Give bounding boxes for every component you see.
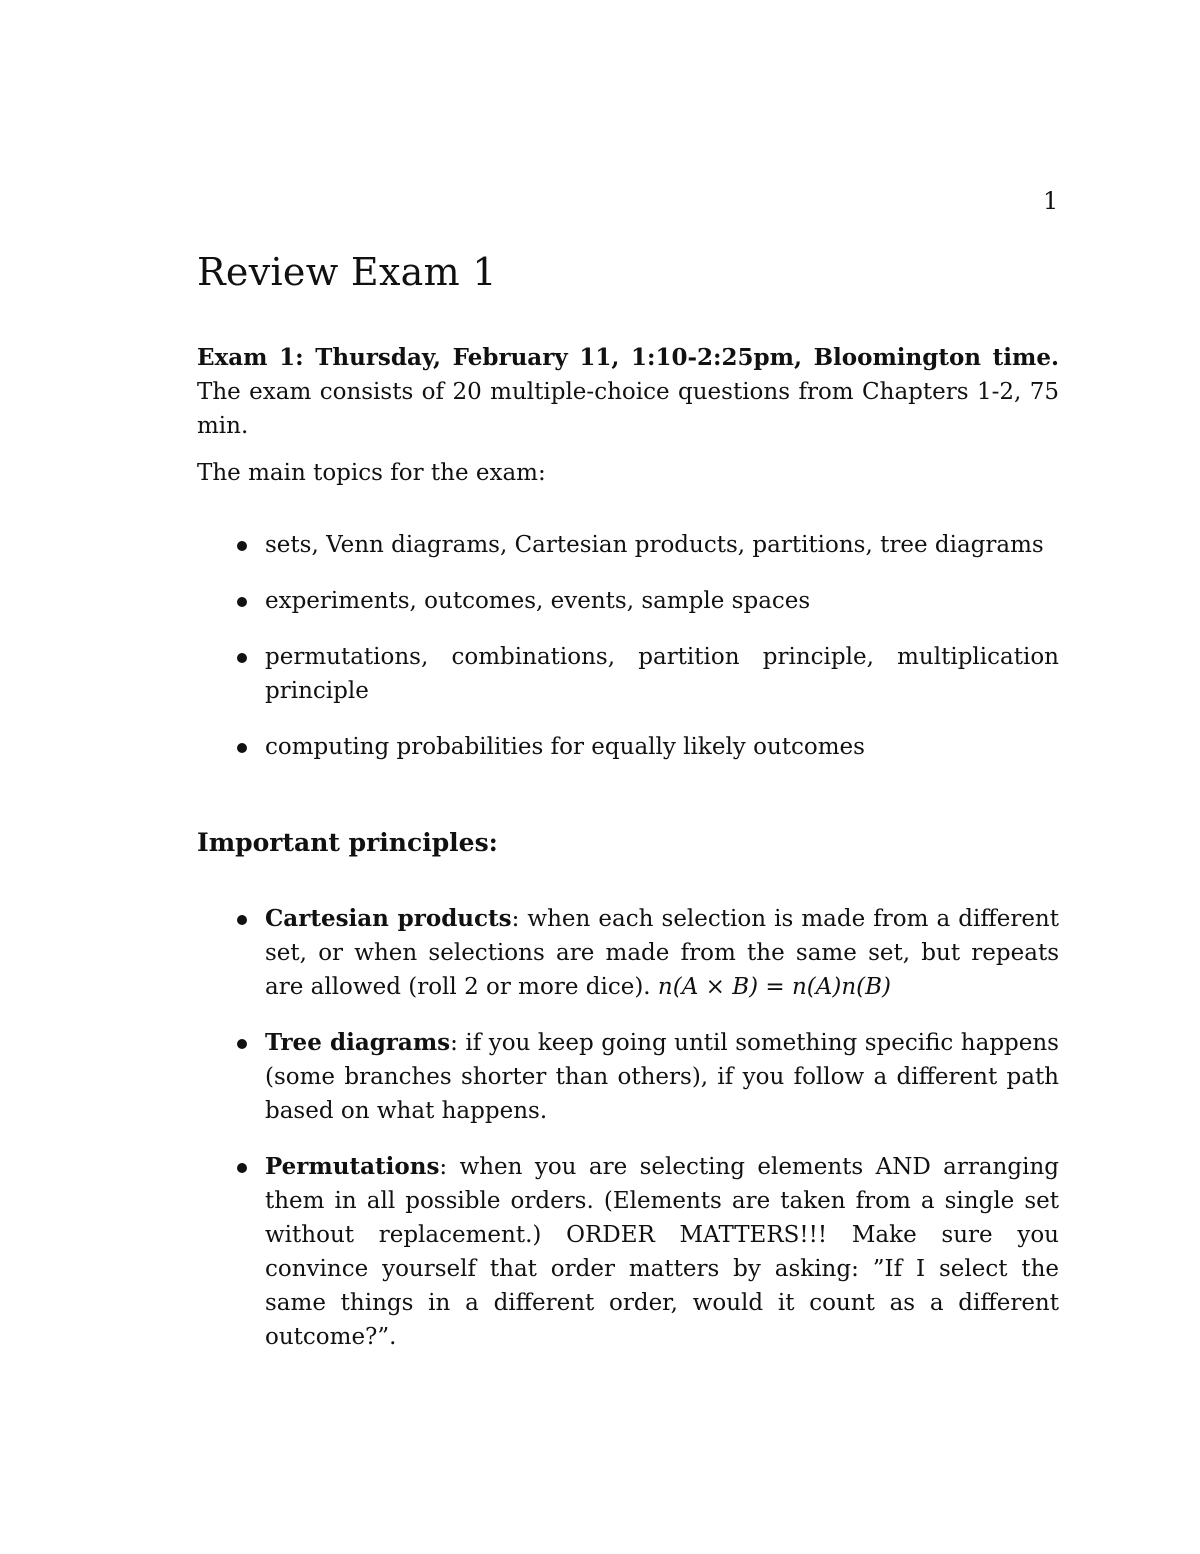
principle-formula: n(A × B) = n(A)n(B) <box>657 974 892 1000</box>
list-item <box>237 1150 1059 1354</box>
list-item <box>237 584 1059 618</box>
exam-intro <box>197 341 1059 443</box>
principle-text: : when each selection is made from a different set, or when selections are made from the same set, but repeats are allowed (roll 2 or more dice). <box>265 906 1059 1000</box>
list-item <box>237 730 1059 764</box>
bullet-icon <box>237 1039 247 1049</box>
page-number: 1 <box>1043 187 1059 215</box>
page-title: Review Exam 1 <box>197 250 497 294</box>
bullet-icon <box>237 653 247 663</box>
topic-text: permutations, combinations, partition principle, multiplication principle <box>265 644 1059 704</box>
principles-list <box>237 902 1059 1376</box>
topic-text: computing probabilities for equally likely outcomes <box>265 734 865 760</box>
exam-description: The exam consists of 20 multiple-choice questions from Chapters 1-2, 75 min. <box>197 379 1059 439</box>
list-item <box>237 902 1059 1004</box>
principle-term: Cartesian products <box>265 905 512 932</box>
topic-text: experiments, outcomes, events, sample spaces <box>265 588 811 614</box>
bullet-icon <box>237 915 247 925</box>
list-item <box>237 640 1059 708</box>
list-item <box>237 528 1059 562</box>
principle-text: : when you are selecting elements AND arranging them in all possible orders. (Elements are taken from a single set without replacement.) ORDER MATTERS!!! Make sure you convince yourself that order matters by asking: ”If I select the same things in a different order, would it count as a different outcome?”. <box>265 1154 1059 1350</box>
principles-heading: Important principles: <box>197 828 498 857</box>
topic-text: sets, Venn diagrams, Cartesian products, partitions, tree diagrams <box>265 532 1044 558</box>
topics-lead: The main topics for the exam: <box>197 460 546 486</box>
bullet-icon <box>237 541 247 551</box>
principle-term: Tree diagrams <box>265 1029 451 1056</box>
bullet-icon <box>237 743 247 753</box>
principle-text: : if you keep going until something specific happens (some branches shorter than others), if you follow a different path based on what happens. <box>265 1030 1059 1124</box>
topics-list <box>237 528 1059 786</box>
exam-date-bold: Exam 1: Thursday, February 11, 1:10-2:25pm, Bloomington time. <box>197 344 1059 371</box>
bullet-icon <box>237 597 247 607</box>
bullet-icon <box>237 1163 247 1173</box>
list-item <box>237 1026 1059 1128</box>
principle-term: Permutations <box>265 1153 440 1180</box>
